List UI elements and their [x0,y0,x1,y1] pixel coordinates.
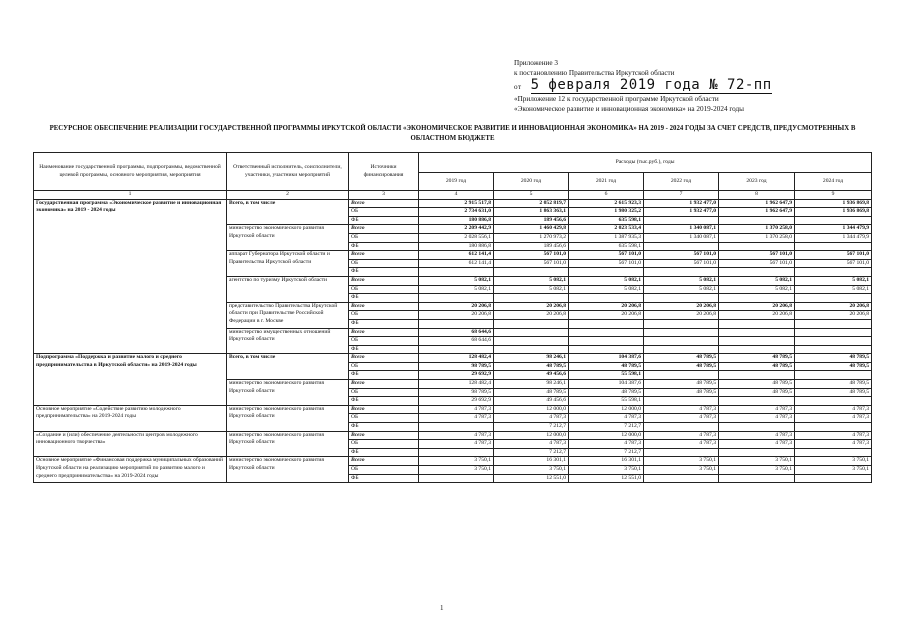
source-cell: ФБ [349,319,419,328]
source-cell: ФБ [349,397,419,406]
value-cell: 16 301,1 [494,457,569,466]
value-cell: 12 000,0 [569,431,644,440]
value-cell: 3 750,1 [569,466,644,475]
executor-cell: министерство имущественных отношений Иркутской области [227,328,349,354]
executor-cell: аппарат Губернатора Иркутской области и Правительства Иркутской области [227,251,349,277]
value-cell: 20 206,8 [644,311,719,320]
value-cell: 48 789,5 [644,354,719,363]
source-cell: ФБ [349,216,419,225]
value-cell: 20 206,8 [569,302,644,311]
value-cell: 4 787,3 [419,440,494,449]
source-cell: ОБ [349,337,419,346]
value-cell [719,371,795,380]
value-cell: 5 082,1 [494,276,569,285]
value-cell: 3 750,1 [419,457,494,466]
source-cell: ФБ [349,242,419,251]
value-cell: 48 789,5 [569,362,644,371]
value-cell [644,319,719,328]
value-cell [795,337,872,346]
source-cell: ОБ [349,259,419,268]
value-cell: 1 340 087,1 [644,225,719,234]
value-cell: 12 000,0 [494,405,569,414]
value-cell: 49 456,6 [494,371,569,380]
value-cell [795,268,872,277]
value-cell: 5 082,1 [644,276,719,285]
date-prefix: от [514,83,522,91]
value-cell: 20 206,8 [719,302,795,311]
value-cell [719,216,795,225]
value-cell [719,474,795,483]
value-cell: 612 141,4 [419,251,494,260]
value-cell: 4 787,3 [719,440,795,449]
value-cell: 567 101,0 [494,251,569,260]
source-cell: ФБ [349,474,419,483]
executor-cell: представительство Правительства Иркутской области при Правительстве Российской Федерации в г. Москве [227,302,349,328]
value-cell: 635 598,1 [569,242,644,251]
value-cell: 1 270 973,2 [494,233,569,242]
value-cell [569,319,644,328]
value-cell [795,371,872,380]
value-cell: 5 082,1 [494,285,569,294]
header-year: 2019 год [419,173,494,191]
appendix-header [514,58,894,114]
value-cell: 1 962 647,9 [719,199,795,208]
value-cell [644,216,719,225]
source-cell: Всего [349,276,419,285]
executor-cell: министерство экономического развития Иркутской области [227,405,349,431]
appendix-reference: к постановлению Правительства Иркутской области [514,69,675,77]
value-cell: 29 692,9 [419,371,494,380]
value-cell: 1 340 087,1 [644,233,719,242]
value-cell: 4 787,3 [795,414,872,423]
value-cell: 1 980 325,2 [569,208,644,217]
value-cell [569,268,644,277]
value-cell: 2 052 819,7 [494,199,569,208]
value-cell: 567 101,0 [569,259,644,268]
value-cell: 7 212,7 [569,423,644,432]
source-cell: ФБ [349,268,419,277]
value-cell: 1 460 429,8 [494,225,569,234]
document-title: РЕСУРСНОЕ ОБЕСПЕЧЕНИЕ РЕАЛИЗАЦИИ ГОСУДАРСТВЕННОЙ ПРОГРАММЫ ИРКУТСКОЙ ОБЛАСТИ «ЭКОНОМИЧЕСКОЕ РАЗВИТИЕ И ИННОВАЦИОННАЯ ЭКОНОМИКА» НА 2019 - 2024 ГОДЫ ЗА СЧЕТ СРЕДСТВ, ПРЕДУСМОТРЕННЫХ В ОБЛАСТНОМ БЮДЖЕТЕ [49,125,856,142]
source-cell: ОБ [349,466,419,475]
value-cell [795,448,872,457]
table-row [34,199,872,208]
value-cell [644,345,719,354]
value-cell [419,423,494,432]
executor-cell: министерство экономического развития Иркутской области [227,457,349,483]
source-cell: Всего [349,225,419,234]
value-cell: 5 082,1 [719,276,795,285]
value-cell: 567 101,0 [795,259,872,268]
source-cell: ОБ [349,208,419,217]
column-number: 1 [34,191,227,200]
column-number: 8 [719,191,795,200]
value-cell: 68 644,6 [419,328,494,337]
value-cell: 1 863 363,1 [494,208,569,217]
value-cell: 1 936 869,8 [795,199,872,208]
value-cell: 128 482,4 [419,380,494,389]
executor-cell: агентство по туризму Иркутской области [227,276,349,302]
header-name: Наименование государственной программы, подпрограммы, ведомственной целевой программы, основного мероприятия, мероприятия [34,153,227,191]
value-cell: 2 734 631,0 [419,208,494,217]
value-cell [569,337,644,346]
value-cell [719,345,795,354]
value-cell: 5 082,1 [795,285,872,294]
value-cell [795,328,872,337]
table-row [34,405,872,414]
value-cell: 2 023 533,4 [569,225,644,234]
value-cell: 3 750,1 [419,466,494,475]
value-cell: 5 082,1 [569,276,644,285]
value-cell: 4 787,3 [795,405,872,414]
source-cell: Всего [349,328,419,337]
column-number: 5 [494,191,569,200]
value-cell [719,423,795,432]
value-cell: 16 301,1 [569,457,644,466]
program-name-cell: Основное мероприятие «Финансовая поддержка муниципальных образований Иркутской области на реализацию мероприятий по развитию малого и среднего предпринимательства» на 2019-2024 годы [34,457,227,483]
source-cell: ОБ [349,311,419,320]
source-cell: ФБ [349,448,419,457]
value-cell [795,423,872,432]
value-cell: 567 101,0 [795,251,872,260]
value-cell: 48 789,5 [494,362,569,371]
value-cell [494,328,569,337]
value-cell [644,328,719,337]
value-cell [419,474,494,483]
value-cell: 189 456,6 [494,216,569,225]
executor-cell: Всего, в том числе [227,354,349,380]
value-cell [719,328,795,337]
source-cell: ОБ [349,440,419,449]
value-cell: 1 344 479,9 [795,225,872,234]
value-cell: 12 000,0 [569,405,644,414]
value-cell: 612 141,4 [419,259,494,268]
decree-date-line [514,78,894,94]
value-cell [719,268,795,277]
source-cell: ОБ [349,285,419,294]
program-name-cell: Основное мероприятие «Содействие развитию молодежного предпринимательства» на 2019-2024 годы [34,405,227,431]
column-number: 4 [419,191,494,200]
value-cell: 12 551,0 [569,474,644,483]
program-name-cell: Государственная программа «Экономическое развитие и инновационная экономика» на 2019 - 2024 годы [34,199,227,354]
header-executor: Ответственный исполнитель, соисполнители, участники, участники мероприятий [227,153,349,191]
column-number: 9 [795,191,872,200]
header-expenses: Расходы (тыс.руб.), годы [419,153,872,173]
value-cell: 20 206,8 [494,311,569,320]
value-cell: 20 206,8 [644,302,719,311]
value-cell [644,337,719,346]
value-cell: 180 886,8 [419,242,494,251]
value-cell: 1 932 477,0 [644,208,719,217]
value-cell: 1 370 258,0 [719,233,795,242]
value-cell: 20 206,8 [795,311,872,320]
value-cell: 4 787,3 [644,414,719,423]
resource-table [33,152,872,483]
value-cell: 4 787,3 [644,440,719,449]
value-cell: 1 370 258,0 [719,225,795,234]
value-cell: 48 789,5 [795,362,872,371]
value-cell [419,319,494,328]
table-row [34,431,872,440]
value-cell: 1 936 869,8 [795,208,872,217]
source-cell: Всего [349,431,419,440]
executor-cell: Всего, в том числе [227,199,349,225]
value-cell [569,345,644,354]
value-cell [644,448,719,457]
decree-date: 5 февраля 2019 года № 72-пп [530,77,772,93]
value-cell: 567 101,0 [719,251,795,260]
source-cell: Всего [349,354,419,363]
value-cell [795,216,872,225]
header-year: 2022 год [644,173,719,191]
value-cell: 567 101,0 [644,259,719,268]
value-cell: 567 101,0 [719,259,795,268]
value-cell: 48 789,5 [795,380,872,389]
value-cell: 20 206,8 [795,302,872,311]
value-cell: 4 787,3 [494,414,569,423]
value-cell: 104 387,6 [569,380,644,389]
source-cell: ОБ [349,362,419,371]
source-cell: Всего [349,405,419,414]
value-cell: 4 787,3 [795,431,872,440]
value-cell: 4 787,3 [719,431,795,440]
value-cell [419,345,494,354]
value-cell: 1 962 647,9 [719,208,795,217]
value-cell: 3 750,1 [644,466,719,475]
source-cell: ОБ [349,388,419,397]
value-cell: 3 750,1 [644,457,719,466]
value-cell [494,294,569,303]
value-cell: 48 789,5 [569,388,644,397]
value-cell [419,294,494,303]
value-cell: 5 082,1 [719,285,795,294]
header-source: Источники финансирования [349,153,419,191]
value-cell: 5 082,1 [644,285,719,294]
value-cell: 48 789,5 [719,362,795,371]
value-cell: 12 551,0 [494,474,569,483]
value-cell [644,242,719,251]
value-cell: 3 750,1 [494,466,569,475]
value-cell: 4 787,3 [419,414,494,423]
value-cell [644,268,719,277]
value-cell: 180 886,8 [419,216,494,225]
source-cell: ФБ [349,294,419,303]
header-year: 2024 год [795,173,872,191]
source-cell: Всего [349,302,419,311]
value-cell: 5 082,1 [569,285,644,294]
value-cell: 2 028 556,1 [419,233,494,242]
value-cell: 128 482,4 [419,354,494,363]
value-cell: 2 615 923,3 [569,199,644,208]
value-cell [795,242,872,251]
value-cell [795,345,872,354]
value-cell [644,294,719,303]
value-cell: 567 101,0 [569,251,644,260]
value-cell [494,337,569,346]
column-number: 6 [569,191,644,200]
value-cell [795,474,872,483]
value-cell: 104 387,6 [569,354,644,363]
program-name-cell: «Создание и (или) обеспечение деятельности центров молодежного инновационного творчества» [34,431,227,457]
value-cell: 29 692,9 [419,397,494,406]
value-cell: 12 000,0 [494,431,569,440]
value-cell: 189 456,6 [494,242,569,251]
value-cell: 4 787,3 [644,431,719,440]
value-cell [719,337,795,346]
column-number: 3 [349,191,419,200]
value-cell [795,319,872,328]
value-cell: 3 750,1 [795,466,872,475]
value-cell [494,268,569,277]
value-cell: 49 456,6 [494,397,569,406]
value-cell: 635 598,1 [569,216,644,225]
value-cell: 48 789,5 [494,388,569,397]
value-cell: 98 789,5 [419,362,494,371]
value-cell: 2 209 442,9 [419,225,494,234]
value-cell: 567 101,0 [644,251,719,260]
column-number: 7 [644,191,719,200]
value-cell: 48 789,5 [795,388,872,397]
value-cell: 20 206,8 [419,302,494,311]
value-cell [644,371,719,380]
value-cell: 567 101,0 [494,259,569,268]
value-cell: 4 787,3 [569,414,644,423]
value-cell: 7 212,7 [494,448,569,457]
value-cell: 4 787,3 [494,440,569,449]
value-cell: 5 082,1 [419,276,494,285]
source-cell: ОБ [349,414,419,423]
value-cell [644,474,719,483]
value-cell: 4 787,3 [569,440,644,449]
value-cell: 48 789,5 [644,362,719,371]
value-cell [795,397,872,406]
appendix-number: Приложение 3 [514,59,558,67]
source-cell: Всего [349,380,419,389]
program-appendix-line: «Приложение 12 к государственной программе Иркутской области [514,95,719,103]
value-cell: 20 206,8 [419,311,494,320]
value-cell: 7 212,7 [494,423,569,432]
value-cell [644,397,719,406]
value-cell: 4 787,3 [419,431,494,440]
source-cell: Всего [349,457,419,466]
value-cell: 98 246,1 [494,380,569,389]
value-cell [719,242,795,251]
value-cell [644,423,719,432]
value-cell: 5 082,1 [419,285,494,294]
value-cell: 3 750,1 [719,457,795,466]
source-cell: ФБ [349,423,419,432]
program-name-cell: Подпрограмма «Поддержка и развитие малого и среднего предпринимательства в Иркутской области» на 2019-2024 годы [34,354,227,406]
header-year: 2021 год [569,173,644,191]
table-row [34,354,872,363]
value-cell: 3 750,1 [795,457,872,466]
value-cell: 4 787,3 [644,405,719,414]
executor-cell: министерство экономического развития Иркутской области [227,380,349,406]
value-cell: 5 082,1 [795,276,872,285]
value-cell [795,294,872,303]
value-cell: 48 789,5 [644,388,719,397]
value-cell: 48 789,5 [719,354,795,363]
value-cell: 3 750,1 [719,466,795,475]
source-cell: Всего [349,251,419,260]
value-cell: 55 598,1 [569,371,644,380]
value-cell [719,294,795,303]
value-cell [494,345,569,354]
value-cell: 7 212,7 [569,448,644,457]
header-year: 2023 год [719,173,795,191]
value-cell [569,294,644,303]
value-cell: 68 644,6 [419,337,494,346]
value-cell: 1 387 935,3 [569,233,644,242]
value-cell [419,268,494,277]
value-cell: 55 598,1 [569,397,644,406]
value-cell: 1 932 477,0 [644,199,719,208]
table-row [34,457,872,466]
header-year: 2020 год [494,173,569,191]
value-cell: 98 789,5 [419,388,494,397]
executor-cell: министерство экономического развития Иркутской области [227,225,349,251]
value-cell: 20 206,8 [494,302,569,311]
value-cell: 20 206,8 [569,311,644,320]
value-cell [569,328,644,337]
value-cell: 48 789,5 [795,354,872,363]
value-cell: 2 915 517,8 [419,199,494,208]
value-cell [719,397,795,406]
value-cell: 4 787,3 [795,440,872,449]
value-cell: 4 787,3 [719,405,795,414]
program-name-line: «Экономическое развитие и инновационная экономика» на 2019-2024 годы [514,105,744,113]
value-cell: 4 787,3 [419,405,494,414]
column-number: 2 [227,191,349,200]
value-cell [419,448,494,457]
page-number: 1 [440,604,444,612]
source-cell: Всего [349,199,419,208]
value-cell [494,319,569,328]
value-cell [719,448,795,457]
value-cell: 48 789,5 [719,380,795,389]
value-cell: 20 206,8 [719,311,795,320]
value-cell: 48 789,5 [719,388,795,397]
source-cell: ОБ [349,233,419,242]
executor-cell: министерство экономического развития Иркутской области [227,431,349,457]
value-cell [719,319,795,328]
source-cell: ФБ [349,345,419,354]
source-cell: ФБ [349,371,419,380]
value-cell: 98 246,1 [494,354,569,363]
value-cell: 4 787,3 [719,414,795,423]
value-cell: 1 344 479,9 [795,233,872,242]
value-cell: 48 789,5 [644,380,719,389]
